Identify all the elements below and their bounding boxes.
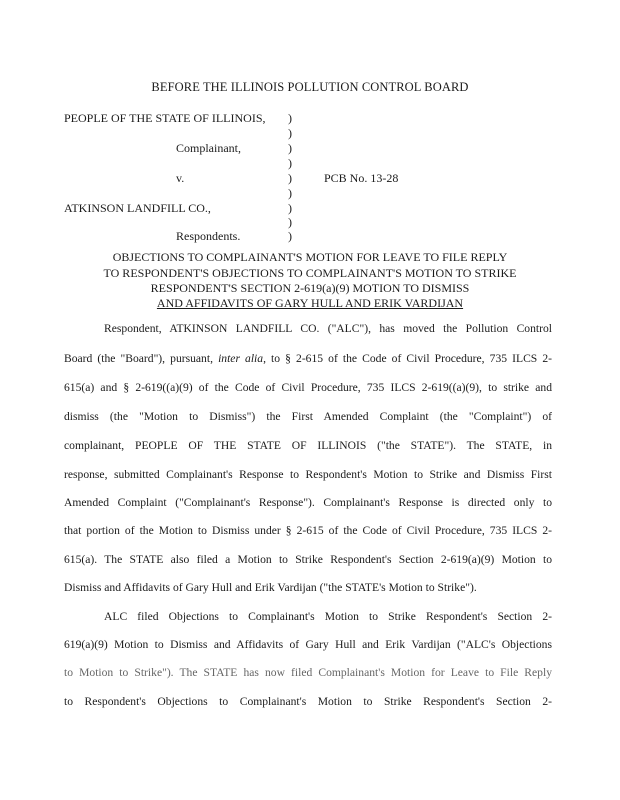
role-complainant: Complainant, <box>176 141 241 155</box>
role-respondent: Respondents. <box>176 229 241 243</box>
subject-line-1: OBJECTIONS TO COMPLAINANT'S MOTION FOR LEAVE TO FILE REPLY <box>112 250 508 264</box>
caption-paren: ) <box>288 229 292 243</box>
paragraph-1-line: response, submitted Complainant's Response to Respondent's Motion to Strike and Dismiss First <box>64 468 552 481</box>
party-complainant: PEOPLE OF THE STATE OF ILLINOIS, <box>64 111 266 125</box>
paragraph-1-line: that portion of the Motion to Dismiss under § 2-615 of the Code of Civil Procedure, 735 ILCS 2- <box>64 524 552 537</box>
paragraph-1-line: Dismiss and Affidavits of Gary Hull and Erik Vardijan ("the STATE's Motion to Strike"). <box>64 581 477 594</box>
paragraph-1-line: Amended Complaint ("Complainant's Response"). Complainant's Response is directed only to <box>64 496 552 509</box>
caption-paren: ) <box>288 171 292 185</box>
paragraph-2-line: to Motion to Strike"). The STATE has now filed Complainant's Motion for Leave to File Reply <box>64 666 552 679</box>
board-title: BEFORE THE ILLINOIS POLLUTION CONTROL BOARD <box>151 80 469 94</box>
caption-paren: ) <box>288 201 292 215</box>
subject-line-3: RESPONDENT'S SECTION 2-619(a)(9) MOTION TO DISMISS <box>150 281 470 295</box>
paragraph-1-line: complainant, PEOPLE OF THE STATE OF ILLINOIS ("the STATE"). The STATE, in <box>64 439 552 452</box>
paragraph-2-line: ALC filed Objections to Complainant's Motion to Strike Respondent's Section 2- <box>104 610 552 623</box>
subject-line-4 <box>0 296 620 311</box>
caption-paren: ) <box>288 215 292 229</box>
caption-paren: ) <box>288 141 292 155</box>
paragraph-1-line: Board (the "Board"), pursuant, inter alia, to § 2-615 of the Code of Civil Procedure, 735 ILCS 2- <box>64 352 552 365</box>
paragraph-1-line: 615(a) and § 2-619((a)(9) of the Code of Civil Procedure, 735 ILCS 2-619((a)(9), to strike and <box>64 381 552 394</box>
case-number: PCB No. 13-28 <box>324 171 399 185</box>
paragraph-1-line: dismiss (the "Motion to Dismiss") the First Amended Complaint (the "Complaint") of <box>64 410 552 423</box>
versus-label: v. <box>176 171 185 185</box>
paragraph-1-line: Respondent, ATKINSON LANDFILL CO. ("ALC"), has moved the Pollution Control <box>104 322 552 335</box>
subject-line-2: TO RESPONDENT'S OBJECTIONS TO COMPLAINANT'S MOTION TO STRIKE <box>103 266 517 280</box>
caption-paren: ) <box>288 156 292 170</box>
paragraph-2-line: 619(a)(9) Motion to Dismiss and Affidavits of Gary Hull and Erik Vardijan ("ALC's Objections <box>64 638 552 651</box>
paragraph-1-line: 615(a). The STATE also filed a Motion to Strike Respondent's Section 2-619(a)(9) Motion to <box>64 553 552 566</box>
paragraph-2-line: to Respondent's Objections to Complainant's Motion to Strike Respondent's Section 2- <box>64 695 552 708</box>
subject-line-4-text: AND AFFIDAVITS OF GARY HULL AND ERIK VARDIJAN <box>156 296 464 310</box>
caption-paren: ) <box>288 126 292 140</box>
caption-paren: ) <box>288 186 292 200</box>
caption-paren: ) <box>288 111 292 125</box>
latin-phrase: inter alia <box>218 352 264 365</box>
party-respondent: ATKINSON LANDFILL CO., <box>64 201 211 215</box>
